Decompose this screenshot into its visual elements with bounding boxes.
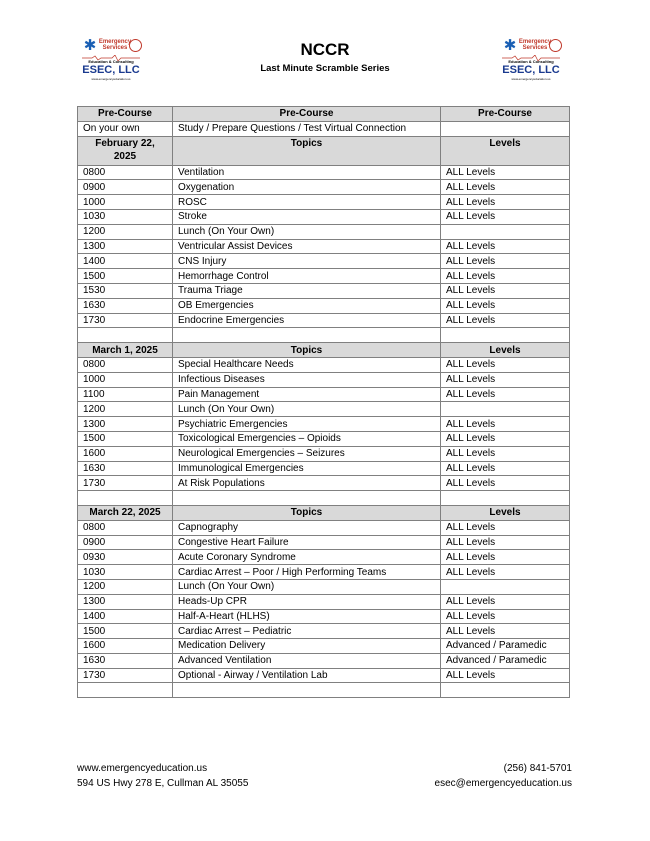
- topic-cell: Advanced Ventilation: [173, 653, 441, 668]
- time-cell: 1400: [78, 254, 173, 269]
- table-row: [78, 491, 570, 506]
- topic-cell: Optional - Airway / Ventilation Lab: [173, 668, 441, 683]
- table-row: [78, 550, 570, 565]
- section-header-row: [78, 136, 570, 165]
- level-cell: ALL Levels: [441, 387, 570, 402]
- time-cell: 1600: [78, 639, 173, 654]
- time-cell: [78, 328, 173, 343]
- header-cell: Topics: [173, 136, 441, 165]
- time-cell: 1300: [78, 417, 173, 432]
- time-cell: 1500: [78, 431, 173, 446]
- footer-email: esec@emergencyeducation.us: [434, 777, 572, 789]
- logo-brand-text: Emergency Services: [518, 39, 552, 51]
- topic-cell: Lunch (On Your Own): [173, 579, 441, 594]
- topic-cell: Medication Delivery: [173, 639, 441, 654]
- topic-cell: Hemorrhage Control: [173, 269, 441, 284]
- time-cell: 1600: [78, 446, 173, 461]
- topic-cell: Pain Management: [173, 387, 441, 402]
- topic-cell: Neurological Emergencies – Seizures: [173, 446, 441, 461]
- table-row: [78, 609, 570, 624]
- logo-company-name: ESEC, LLC: [502, 64, 560, 76]
- table-row: [78, 239, 570, 254]
- table-row: [78, 209, 570, 224]
- level-cell: Advanced / Paramedic: [441, 639, 570, 654]
- time-cell: 1730: [78, 668, 173, 683]
- level-cell: ALL Levels: [441, 357, 570, 372]
- table-row: [78, 624, 570, 639]
- star-of-life-icon: ✱: [503, 37, 517, 54]
- topic-cell: ROSC: [173, 195, 441, 210]
- level-cell: ALL Levels: [441, 520, 570, 535]
- time-cell: 1730: [78, 313, 173, 328]
- table-row: [78, 461, 570, 476]
- level-cell: [441, 491, 570, 506]
- time-cell: 0900: [78, 535, 173, 550]
- section-date: February 22, 2025: [78, 136, 173, 165]
- table-row: [78, 476, 570, 491]
- topic-cell: At Risk Populations: [173, 476, 441, 491]
- table-row: [78, 372, 570, 387]
- time-cell: 1500: [78, 624, 173, 639]
- table-row: [78, 402, 570, 417]
- level-cell: ALL Levels: [441, 417, 570, 432]
- logo-tagline: Education & Consulting: [88, 59, 134, 64]
- topic-cell: Toxicological Emergencies – Opioids: [173, 431, 441, 446]
- time-cell: 1630: [78, 461, 173, 476]
- logo-brand-text: Emergency Services: [98, 39, 132, 51]
- header-cell: Pre-Course: [441, 107, 570, 122]
- header-cell: Levels: [441, 343, 570, 358]
- time-cell: 0800: [78, 357, 173, 372]
- level-cell: ALL Levels: [441, 269, 570, 284]
- level-cell: [441, 402, 570, 417]
- topic-cell: Ventilation: [173, 165, 441, 180]
- time-cell: 1300: [78, 239, 173, 254]
- table-row: [78, 417, 570, 432]
- logo-tagline: Education & Consulting: [508, 59, 554, 64]
- table-row: [78, 283, 570, 298]
- time-cell: 0800: [78, 520, 173, 535]
- footer-website: www.emergencyeducation.us: [77, 763, 208, 774]
- page-title: NCCR: [300, 40, 350, 59]
- table-row: [78, 594, 570, 609]
- topic-cell: Ventricular Assist Devices: [173, 239, 441, 254]
- level-cell: ALL Levels: [441, 283, 570, 298]
- schedule-table: [77, 106, 570, 698]
- table-row: [78, 195, 570, 210]
- level-cell: ALL Levels: [441, 180, 570, 195]
- topic-cell: [173, 328, 441, 343]
- footer-right: [435, 762, 572, 791]
- header-cell: Pre-Course: [78, 107, 173, 122]
- precourse-header-row: [78, 107, 570, 122]
- time-cell: [78, 491, 173, 506]
- section-date: March 1, 2025: [78, 343, 173, 358]
- topic-cell: Cardiac Arrest – Pediatric: [173, 624, 441, 639]
- table-row: [78, 579, 570, 594]
- table-row: [78, 224, 570, 239]
- topic-cell: Psychiatric Emergencies: [173, 417, 441, 432]
- logo-website: www.emergencyeducation.us: [511, 77, 551, 81]
- table-row: [78, 565, 570, 580]
- level-cell: ALL Levels: [441, 461, 570, 476]
- level-cell: [441, 683, 570, 698]
- time-cell: 1200: [78, 579, 173, 594]
- time-cell: 1300: [78, 594, 173, 609]
- header-cell: Topics: [173, 505, 441, 520]
- topic-cell: Immunological Emergencies: [173, 461, 441, 476]
- table-row: [78, 431, 570, 446]
- level-cell: ALL Levels: [441, 609, 570, 624]
- level-cell: ALL Levels: [441, 594, 570, 609]
- level-cell: ALL Levels: [441, 195, 570, 210]
- topic-cell: Infectious Diseases: [173, 372, 441, 387]
- level-cell: [441, 121, 570, 136]
- level-cell: ALL Levels: [441, 668, 570, 683]
- topic-cell: [173, 683, 441, 698]
- page-subtitle: Last Minute Scramble Series: [260, 63, 390, 74]
- time-cell: 0900: [78, 180, 173, 195]
- topic-cell: [173, 491, 441, 506]
- time-cell: 1630: [78, 653, 173, 668]
- level-cell: Advanced / Paramedic: [441, 653, 570, 668]
- level-cell: ALL Levels: [441, 535, 570, 550]
- topic-cell: Lunch (On Your Own): [173, 402, 441, 417]
- topic-cell: Capnography: [173, 520, 441, 535]
- level-cell: ALL Levels: [441, 476, 570, 491]
- table-row: [78, 254, 570, 269]
- topic-cell: Study / Prepare Questions / Test Virtual Connection: [173, 121, 441, 136]
- level-cell: ALL Levels: [441, 254, 570, 269]
- level-cell: [441, 328, 570, 343]
- topic-cell: Lunch (On Your Own): [173, 224, 441, 239]
- footer-address: 594 US Hwy 278 E, Cullman AL 35055: [77, 777, 249, 789]
- level-cell: ALL Levels: [441, 431, 570, 446]
- topic-cell: Endocrine Emergencies: [173, 313, 441, 328]
- table-row: [78, 446, 570, 461]
- table-row: [78, 269, 570, 284]
- topic-cell: CNS Injury: [173, 254, 441, 269]
- level-cell: [441, 579, 570, 594]
- time-cell: 0800: [78, 165, 173, 180]
- level-cell: ALL Levels: [441, 565, 570, 580]
- time-cell: On your own: [78, 121, 173, 136]
- level-cell: ALL Levels: [441, 239, 570, 254]
- level-cell: ALL Levels: [441, 446, 570, 461]
- section-header-row: [78, 343, 570, 358]
- time-cell: 1630: [78, 298, 173, 313]
- level-cell: ALL Levels: [441, 372, 570, 387]
- time-cell: 1000: [78, 372, 173, 387]
- section-header-row: [78, 505, 570, 520]
- time-cell: 1530: [78, 283, 173, 298]
- time-cell: 1730: [78, 476, 173, 491]
- level-cell: ALL Levels: [441, 313, 570, 328]
- header-cell: Levels: [441, 136, 570, 165]
- time-cell: 0930: [78, 550, 173, 565]
- time-cell: 1030: [78, 209, 173, 224]
- table-row: [78, 653, 570, 668]
- time-cell: 1200: [78, 402, 173, 417]
- topic-cell: Heads-Up CPR: [173, 594, 441, 609]
- header-cell: Levels: [441, 505, 570, 520]
- star-of-life-icon: ✱: [83, 37, 97, 54]
- table-row: [78, 313, 570, 328]
- time-cell: 1100: [78, 387, 173, 402]
- table-row: [78, 639, 570, 654]
- time-cell: 1030: [78, 565, 173, 580]
- topic-cell: Acute Coronary Syndrome: [173, 550, 441, 565]
- topic-cell: Half-A-Heart (HLHS): [173, 609, 441, 624]
- table-row: [78, 298, 570, 313]
- header-cell: Topics: [173, 343, 441, 358]
- header-cell: Pre-Course: [173, 107, 441, 122]
- table-row: [78, 180, 570, 195]
- topic-cell: Special Healthcare Needs: [173, 357, 441, 372]
- table-row: [78, 668, 570, 683]
- time-cell: 1000: [78, 195, 173, 210]
- topic-cell: Trauma Triage: [173, 283, 441, 298]
- level-cell: [441, 224, 570, 239]
- time-cell: [78, 683, 173, 698]
- time-cell: 1400: [78, 609, 173, 624]
- table-row: [78, 328, 570, 343]
- footer-left: [77, 762, 248, 791]
- topic-cell: Stroke: [173, 209, 441, 224]
- section-date: March 22, 2025: [78, 505, 173, 520]
- table-row: [78, 520, 570, 535]
- precourse-row: [78, 121, 570, 136]
- topic-cell: Cardiac Arrest – Poor / High Performing Teams: [173, 565, 441, 580]
- level-cell: ALL Levels: [441, 209, 570, 224]
- table-row: [78, 387, 570, 402]
- logo-company-name: ESEC, LLC: [82, 64, 140, 76]
- topic-cell: OB Emergencies: [173, 298, 441, 313]
- level-cell: ALL Levels: [441, 165, 570, 180]
- level-cell: ALL Levels: [441, 298, 570, 313]
- topic-cell: Oxygenation: [173, 180, 441, 195]
- table-row: [78, 683, 570, 698]
- level-cell: ALL Levels: [441, 624, 570, 639]
- footer-phone: (256) 841-5701: [503, 763, 572, 774]
- table-row: [78, 165, 570, 180]
- time-cell: 1500: [78, 269, 173, 284]
- topic-cell: Congestive Heart Failure: [173, 535, 441, 550]
- logo-website: www.emergencyeducation.us: [91, 77, 131, 81]
- table-row: [78, 357, 570, 372]
- table-row: [78, 535, 570, 550]
- time-cell: 1200: [78, 224, 173, 239]
- level-cell: ALL Levels: [441, 550, 570, 565]
